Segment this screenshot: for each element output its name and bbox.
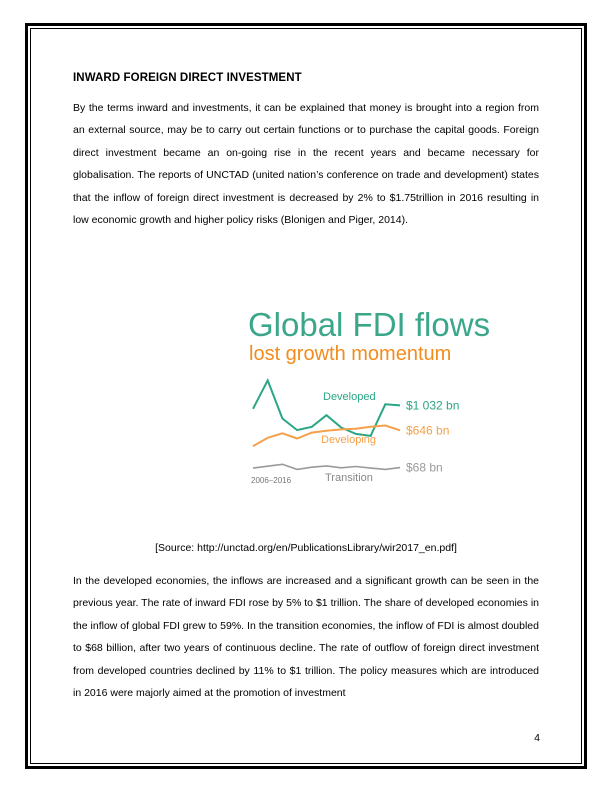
series-end-label-developed: $1 032 bn — [406, 398, 460, 413]
series-line-transition — [253, 464, 400, 469]
series-line-developed — [253, 380, 400, 436]
fdi-line-chart — [245, 300, 495, 495]
series-name-transition: Transition — [325, 472, 373, 484]
figure-source-caption: [Source: http://unctad.org/en/PublicationsLibrary/wir2017_en.pdf] — [155, 542, 457, 554]
section-heading: INWARD FOREIGN DIRECT INVESTMENT — [73, 72, 302, 84]
main-content — [73, 72, 539, 231]
series-name-developed: Developed — [323, 391, 376, 403]
fdi-chart-figure — [245, 300, 495, 495]
series-end-label-transition: $68 bn — [406, 460, 443, 475]
body-paragraph-2-wrapper — [73, 570, 539, 704]
series-end-label-developing: $646 bn — [406, 423, 450, 438]
body-paragraph-2: In the developed economies, the inflows are increased and a significant growth can be seen in the previous year. The rate of inward FDI rose by 5% to $1 trillion. The share of developed economies in the inflow of global FDI grew to 59%. In the transition economies, the inflow of FDI is almost doubled to $68 billion, after two years of continuous decline. The rate of outflow of foreign direct investment from developed countries declined by 11% to $1 trillion. The policy measures which are introduced in 2016 were majorly aimed at the promotion of investment — [73, 575, 539, 700]
page-number: 4 — [534, 732, 540, 744]
series-name-developing: Developing — [321, 434, 377, 446]
intro-paragraph: By the terms inward and investments, it can be explained that money is brought into a region from an external source, may be to carry out certain functions or to purchase the capital goods. Foreign direct investment became an on-going rise in the recent years and became necessary for globalisation. The reports of UNCTAD (united nation’s conference on trade and development) states that the inflow of foreign direct investment is decreased by 2% to $1.75trillion in 2016 resulting in low economic growth and higher policy risks (Blonigen and Piger, 2014). — [73, 102, 539, 227]
chart-period-label: 2006–2016 — [251, 476, 292, 485]
chart-title: Global FDI flows — [248, 306, 491, 343]
chart-subtitle: lost growth momentum — [249, 343, 452, 365]
